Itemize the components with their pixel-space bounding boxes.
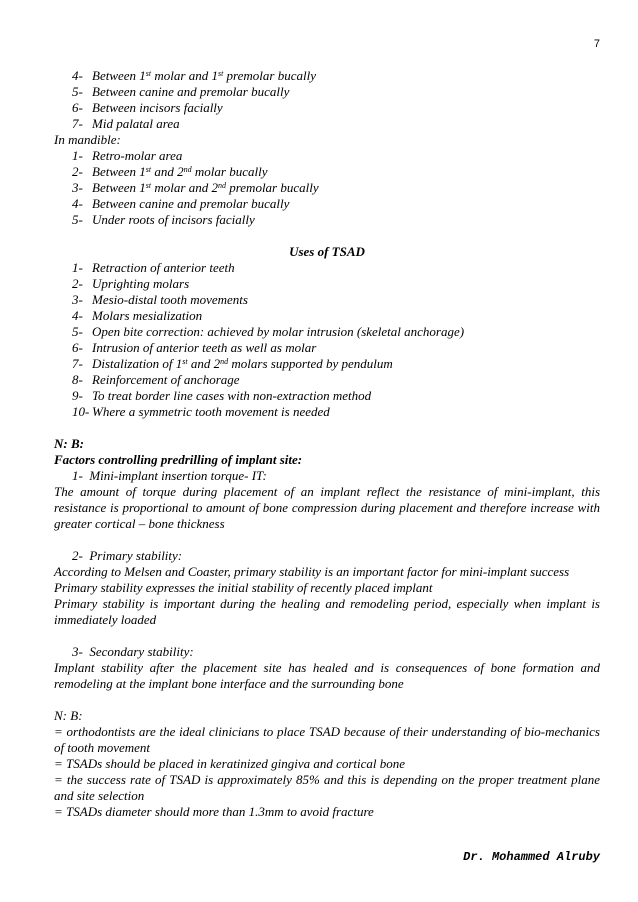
uses-list (54, 260, 600, 420)
factors-heading: Factors controlling predrilling of implant site: (54, 452, 303, 467)
list-item-number: 9- (72, 388, 83, 403)
upper-implant-sites-list (54, 68, 600, 132)
list-item-number: 4- (72, 196, 83, 211)
factor-text: The amount of torque during placement of an implant reflect the resistance of mini-implant, this resistance is proportional to amount of bone compression during placement and therefore increase with greater cortical – bone thickness (54, 484, 600, 531)
list-item-number: 4- (72, 308, 83, 323)
list-item (72, 260, 600, 276)
list-item (72, 340, 600, 356)
uses-heading: Uses of TSAD (289, 244, 365, 259)
nb-label: N: B: (54, 436, 84, 451)
list-item-number: 10- (72, 404, 90, 419)
note-line: = TSADs diameter should more than 1.3mm to avoid fracture (54, 804, 374, 819)
list-item-text: Reinforcement of anchorage (92, 372, 240, 387)
list-item-text: Mesio-distal tooth movements (92, 292, 248, 307)
list-item-text: Mid palatal area (92, 116, 180, 131)
factor-title: 3- Secondary stability: (72, 644, 194, 659)
list-item-text: Intrusion of anterior teeth as well as molar (92, 340, 317, 355)
page-number: 7 (593, 38, 600, 50)
list-item-text: Uprighting molars (92, 276, 190, 291)
list-item-text: Retraction of anterior teeth (92, 260, 235, 275)
list-item-number: 2- (72, 164, 83, 179)
list-item-text: Between 1st molar and 2nd premolar bucally (92, 180, 319, 195)
list-item-text: Between canine and premolar bucally (92, 196, 290, 211)
list-item (72, 372, 600, 388)
list-item-text: Open bite correction: achieved by molar intrusion (skeletal anchorage) (92, 324, 465, 339)
list-item-number: 7- (72, 116, 83, 131)
list-item (72, 276, 600, 292)
list-item-number: 6- (72, 340, 83, 355)
list-item (72, 68, 600, 84)
list-item (72, 180, 600, 196)
list-item-text: Molars mesialization (92, 308, 203, 323)
list-item-text: Between incisors facially (92, 100, 223, 115)
list-item (72, 356, 600, 372)
list-item-number: 3- (72, 180, 83, 195)
note-line: = TSADs should be placed in keratinized gingiva and cortical bone (54, 756, 406, 771)
list-item-number: 4- (72, 68, 83, 83)
list-item (72, 100, 600, 116)
list-item-number: 3- (72, 292, 83, 307)
list-item (72, 388, 600, 404)
mandible-heading: In mandible: (54, 132, 121, 147)
factor-title: 1- Mini-implant insertion torque- IT: (72, 468, 267, 483)
page-content (54, 68, 600, 820)
list-item (72, 308, 600, 324)
list-item-number: 6- (72, 100, 83, 115)
list-item-text: Between canine and premolar bucally (92, 84, 290, 99)
list-item-text: Between 1st and 2nd molar bucally (92, 164, 268, 179)
factor-title: 2- Primary stability: (72, 548, 183, 563)
factor-text: Primary stability is important during the healing and remodeling period, especially when implant is immediately loaded (54, 596, 600, 627)
list-item (72, 116, 600, 132)
factor-text: According to Melsen and Coaster, primary stability is an important factor for mini-implant success (54, 564, 570, 579)
list-item-text: Where a symmetric tooth movement is needed (92, 404, 330, 419)
list-item-number: 5- (72, 212, 83, 227)
list-item-number: 7- (72, 356, 83, 371)
list-item-number: 5- (72, 84, 83, 99)
note-line: = the success rate of TSAD is approximately 85% and this is depending on the proper treatment plane and site selection (54, 772, 600, 803)
list-item (72, 404, 600, 420)
list-item-number: 2- (72, 276, 83, 291)
list-item-text: Between 1st molar and 1st premolar bucally (92, 68, 316, 83)
list-item-number: 1- (72, 260, 83, 275)
list-item (72, 324, 600, 340)
list-item-text: Under roots of incisors facially (92, 212, 255, 227)
list-item-number: 5- (72, 324, 83, 339)
list-item (72, 196, 600, 212)
factor-text: Primary stability expresses the initial stability of recently placed implant (54, 580, 433, 595)
list-item-text: Distalization of 1st and 2nd molars supported by pendulum (92, 356, 393, 371)
list-item-text: Retro-molar area (92, 148, 183, 163)
factor-text: Implant stability after the placement site has healed and is consequences of bone formation and remodeling at the implant bone interface and the surrounding bone (54, 660, 600, 691)
list-item (72, 148, 600, 164)
list-item-number: 1- (72, 148, 83, 163)
list-item (72, 292, 600, 308)
footer-author: Dr. Mohammed Alruby (463, 850, 600, 864)
list-item-text: To treat border line cases with non-extraction method (92, 388, 372, 403)
list-item (72, 212, 600, 228)
list-item-number: 8- (72, 372, 83, 387)
list-item (72, 164, 600, 180)
mandible-implant-sites-list (54, 148, 600, 228)
list-item (72, 84, 600, 100)
note-line: = orthodontists are the ideal clinicians to place TSAD because of their understanding of bio-mechanics of tooth movement (54, 724, 600, 755)
nb-label: N: B: (54, 708, 83, 723)
